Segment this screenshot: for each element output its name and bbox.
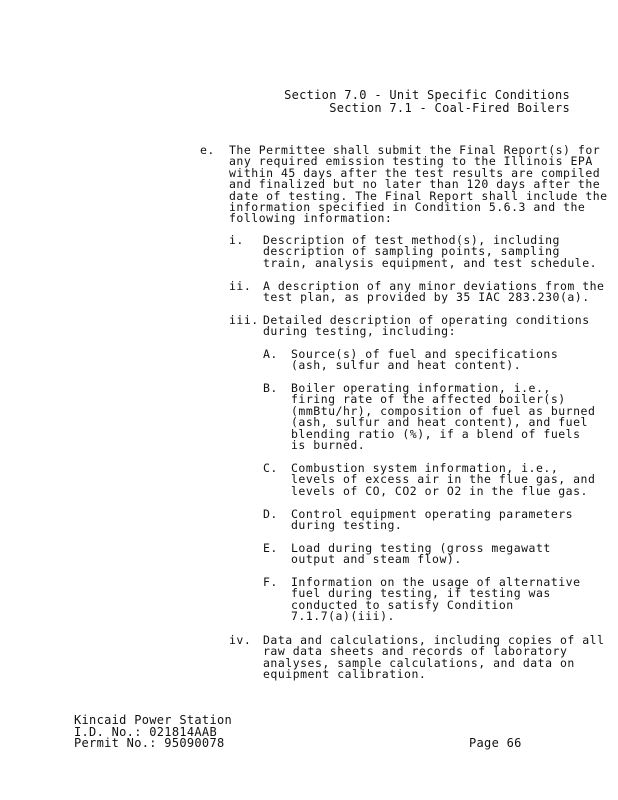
item-ii-text [263,281,605,304]
text-line: any required emission testing to the Illinois EPA [229,154,593,169]
item-e-text [229,145,608,225]
text-line: test plan, as provided by 35 IAC 283.230(a). [263,290,590,305]
text-line: within 45 days after the test results are compiled [229,165,601,180]
item-D-text [291,509,573,532]
text-line: information specified in Condition 5.6.3 and the [229,200,586,215]
text-line: Detailed description of operating conditions [263,313,590,327]
item-B-text [291,383,595,451]
item-E-text [291,543,551,566]
text-line: Combustion system information, i.e., [291,461,559,475]
item-D-label: D. [263,507,278,521]
text-line: (ash, sulfur and heat content). [291,358,522,373]
header-section-title: Section 7.0 - Unit Specific Conditions [284,88,570,102]
text-line: analyses, sample calculations, and data on [263,655,575,670]
text-line: description of sampling points, sampling [263,244,560,259]
text-line: output and steam flow). [291,552,462,567]
page-header [284,89,570,115]
text-line: The Permittee shall submit the Final Report(s) for [229,143,601,157]
item-i-text [263,235,597,269]
text-line: blending ratio (%), if a blend of fuels [291,426,581,441]
text-line: Load during testing (gross megawatt [291,541,551,555]
text-line: levels of CO, CO2 or O2 in the flue gas. [291,483,588,498]
page-footer [74,715,232,750]
footer-station-name: Kincaid Power Station [74,713,233,727]
text-line: Information on the usage of alternative [291,575,581,589]
text-line: date of testing. The Final Report shall include the [229,188,608,203]
text-line: following information: [229,211,393,226]
text-line: (mmBtu/hr), composition of fuel as burned [291,403,596,418]
text-line: levels of excess air in the flue gas, and [291,472,596,487]
item-F-label: F. [263,575,278,589]
text-line: Source(s) of fuel and specifications [291,347,559,361]
item-F-text [291,577,581,623]
text-line: and finalized but no later than 120 days after the [229,177,601,192]
text-line: Data and calculations, including copies of all [263,633,605,647]
item-A-label: A. [263,347,278,361]
text-line: A description of any minor deviations from the [263,279,605,293]
text-line: during testing. [291,518,403,533]
item-E-label: E. [263,541,278,555]
item-C-text [291,463,595,497]
item-A-text [291,349,558,372]
item-iv-label: iv. [229,633,252,647]
item-iii-label: iii. [229,313,259,327]
text-line: (ash, sulfur and heat content), and fuel [291,415,588,430]
page-number: Page 66 [469,736,522,750]
item-iii-text [263,315,590,338]
text-line: 7.1.7(a)(iii). [291,609,395,624]
item-B-label: B. [263,381,278,395]
text-line: is burned. [291,438,366,453]
item-e-label: e. [200,143,215,157]
item-iv-text [263,635,605,681]
text-line: conducted to satisfy Condition [291,597,514,612]
text-line: equipment calibration. [263,667,427,682]
item-C-label: C. [263,461,278,475]
footer-permit-number: Permit No.: 95090078 [74,736,225,750]
text-line: during testing, including: [263,324,457,339]
header-subsection-title: Section 7.1 - Coal-Fired Boilers [329,101,570,115]
text-line: raw data sheets and records of laboratory [263,644,568,659]
item-ii-label: ii. [229,279,252,293]
text-line: Description of test method(s), including [263,233,560,247]
text-line: train, analysis equipment, and test schedule. [263,255,598,270]
text-line: Boiler operating information, i.e., [291,381,551,395]
text-line: Control equipment operating parameters [291,507,574,521]
text-line: fuel during testing, if testing was [291,586,551,601]
text-line: firing rate of the affected boiler(s) [291,392,566,407]
footer-id-number: I.D. No.: 021814AAB [74,724,217,739]
item-i-label: i. [229,233,244,247]
